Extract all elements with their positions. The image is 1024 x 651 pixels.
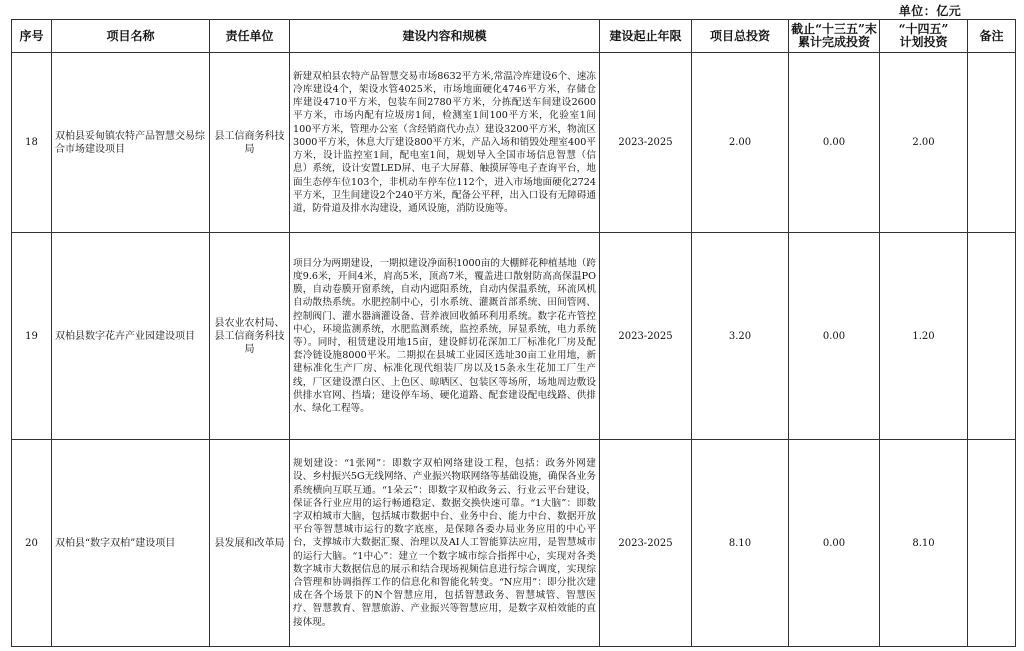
table-row: [12, 440, 1016, 647]
unit-label: 单位：亿元: [898, 4, 962, 18]
cell-completed: 0.00: [789, 440, 880, 647]
header-completed: [789, 20, 880, 53]
cell-period: 2023-2025: [600, 440, 692, 647]
header-period: 建设起止年限: [600, 20, 692, 53]
cell-seq: 18: [12, 53, 52, 233]
header-remark: 备注: [968, 20, 1016, 53]
cell-seq: 20: [12, 440, 52, 647]
cell-name: 双柏县数字花卉产业园建设项目: [52, 233, 210, 440]
header-planned: [880, 20, 968, 53]
header-planned-line2: 计划投资: [899, 35, 948, 49]
header-name: 项目名称: [52, 20, 210, 53]
cell-period: 2023-2025: [600, 53, 692, 233]
header-planned-line1: “十四五”: [898, 22, 949, 36]
cell-seq: 19: [12, 233, 52, 440]
header-completed-line2: 累计完成投资: [797, 35, 870, 49]
cell-content: 项目分为两期建设，一期拟建设净面积1000亩的大棚鲜花种植基地（跨度9.6米，开间4米，肩高5米，顶高7米，覆盖进口散射防高高保温PO膜，自动卷膜开窗系统，自动内遮阳系统，自动内保温系统，环流风机自动散热系统。水肥控制中心，引水系统、灌溉首部系统、田间管网、控制阀门、灌水器滴灌设备、营养液回收循环利用系统。数字花卉管控中心，环境监测系统，水肥监测系统，监控系统，屏显系统，电力系统等）。同时，租赁建设用地15亩，建设鲜切花深加工厂标准化厂房及配套冷链设施8000平米。二期拟在县城工业园区选址30亩工业用地，新建标准化生产厂房、标准化现代组装厂房以及15条永生花加工厂生产线，厂区建设漂白区、上色区、晾晒区、包装区等场所，场地周边敷设供排水官网、挡墙；建设停车场、硬化道路、配套建设配电线路、供排水、绿化工程等。: [290, 233, 600, 440]
header-row: [12, 20, 1016, 53]
cell-remark: [968, 440, 1016, 647]
cell-content: 规划建设：“1张网”：即数字双柏网络建设工程，包括：政务外网建设、乡村振兴5G无线网络、产业振兴物联网络等基础设施，确保各业务系统横向互联互通。“1朵云”：即数字双柏政务云、行业云平台建设，保证各行业应用的运行畅通稳定、数据交换快速可靠。“1大脑”：即数字双柏城市大脑，包括城市数据中台、业务中台、能力中台、数据开放平台等智慧城市运行的数字底座，是保障各委办局业务应用的中心平台，支撑城市大数据汇聚、治理以及AI人工智能算法应用，是智慧城市的运行大脑。“1中心”：建立一个数字城市综合指挥中心，实现对各类数字城市大数据信息的展示和结合现场视频信息进行综合调度，实现综合管理和协调指挥工作的信息化和智能化转变。“N应用”：即分批次建成在各个场景下的N个智慧应用，包括智慧政务、智慧城管、智慧医疗、智慧教育、智慧旅游、产业振兴等智慧应用，是数字双柏效能的直接体现。: [290, 440, 600, 647]
cell-content: 新建双柏县农特产品智慧交易市场8632平方米,常温冷库建设6个、速冻冷库建设4个，架设水管4025米，市场地面硬化4746平方米，存储仓库建设4710平方米，包装车间2780平方米，分拣配送车间建设2600平方米，市场内配有垃圾房1间，检测室1间100平方米，化验室1间100平方米，管理办公室（含经销商代办点）建设3200平方米，物流区3000平方米，休息大厅建设800平方米，产品入场和销毁处理室400平方米，设计监控室1间，配电室1间，规划导入全国市场信息智慧（信息）系统，设计安置LED屏、电子大屏幕、触摸屏等电子查询平台，地面生态停车位103个，非机动车停车位112个，进入市场地面硬化2724平方米，卫生间建设2个240平方米，配备公平秤，出入口设有无障碍通道，防骨道及排水沟建设，通风设施，消防设施等。: [290, 53, 600, 233]
cell-unit: 县工信商务科技局: [210, 53, 290, 233]
cell-total: 8.10: [692, 440, 789, 647]
cell-planned: 8.10: [880, 440, 968, 647]
header-unit: 责任单位: [210, 20, 290, 53]
header-total: 项目总投资: [692, 20, 789, 53]
cell-remark: [968, 53, 1016, 233]
header-completed-line1: 截止“十三五”末: [791, 22, 877, 36]
cell-period: 2023-2025: [600, 233, 692, 440]
cell-name: 双柏县“数字双柏”建设项目: [52, 440, 210, 647]
header-seq: 序号: [12, 20, 52, 53]
header-content: 建设内容和规模: [290, 20, 600, 53]
project-table: [11, 19, 1016, 647]
cell-remark: [968, 233, 1016, 440]
cell-planned: 1.20: [880, 233, 968, 440]
cell-total: 3.20: [692, 233, 789, 440]
cell-planned: 2.00: [880, 53, 968, 233]
cell-completed: 0.00: [789, 233, 880, 440]
cell-total: 2.00: [692, 53, 789, 233]
table-row: [12, 233, 1016, 440]
cell-completed: 0.00: [789, 53, 880, 233]
cell-unit: 县农业农村局、县工信商务科技局: [210, 233, 290, 440]
table-row: [12, 53, 1016, 233]
cell-unit: 县发展和改革局: [210, 440, 290, 647]
cell-name: 双柏县妥甸镇农特产品智慧交易综合市场建设项目: [52, 53, 210, 233]
